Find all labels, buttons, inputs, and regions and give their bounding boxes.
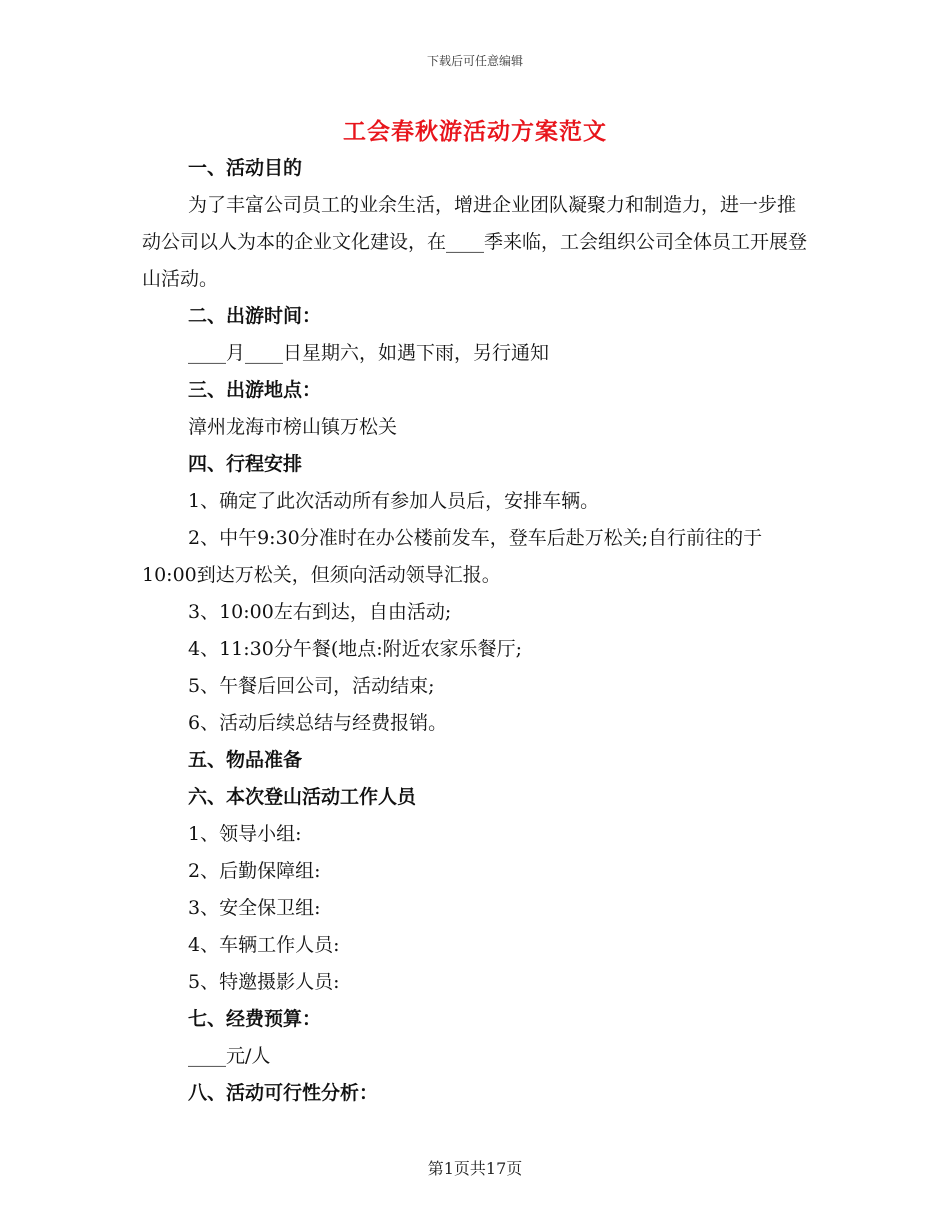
- page-header-note: 下载后可任意编辑: [426, 54, 523, 68]
- document-title: 工会春秋游活动方案范文: [343, 118, 607, 145]
- section-heading-staff: 六、本次登山活动工作人员: [188, 786, 417, 808]
- list-item: 4、车辆工作人员:: [188, 934, 340, 956]
- section-text-time: ____月____日星期六，如遇下雨，另行通知: [188, 342, 550, 364]
- section-heading-purpose: 一、活动目的: [188, 157, 303, 179]
- list-item: 2、后勤保障组:: [188, 860, 321, 882]
- list-item: 5、特邀摄影人员:: [188, 971, 340, 993]
- list-item: 6、活动后续总结与经费报销。: [188, 712, 448, 734]
- section-heading-budget: 七、经费预算：: [188, 1008, 322, 1030]
- list-item: 4、11:30分午餐(地点:附近农家乐餐厅;: [188, 638, 523, 660]
- list-item: 1、确定了此次活动所有参加人员后，安排车辆。: [188, 490, 600, 512]
- page-number-footer: 第1页共17页: [427, 1159, 523, 1178]
- section-text-budget: ____元/人: [188, 1045, 271, 1067]
- section-heading-feasibility: 八、活动可行性分析：: [188, 1082, 379, 1104]
- list-item: 3、安全保卫组:: [188, 897, 321, 919]
- list-item: 1、领导小组:: [188, 823, 302, 845]
- list-item: 5、午餐后回公司，活动结束;: [188, 675, 435, 697]
- section-text-location: 漳州龙海市榜山镇万松关: [188, 416, 398, 438]
- section-heading-location: 三、出游地点：: [188, 379, 322, 401]
- list-item: 3、10:00左右到达，自由活动;: [188, 601, 452, 623]
- section-heading-itinerary: 四、行程安排: [188, 453, 303, 475]
- section-heading-supplies: 五、物品准备: [188, 749, 303, 771]
- section-heading-time: 二、出游时间：: [188, 305, 322, 327]
- section-paragraph-purpose: 为了丰富公司员工的业余生活，增进企业团队凝聚力和制造力，进一步推动公司以人为本的企业文化建设，在____季来临，工会组织公司全体员工开展登山活动。: [142, 194, 808, 290]
- document-body: [142, 150, 810, 1112]
- list-item: 2、中午9:30分准时在办公楼前发车，登车后赴万松关;自行前往的于10:00到达万松关，但须向活动领导汇报。: [142, 527, 763, 586]
